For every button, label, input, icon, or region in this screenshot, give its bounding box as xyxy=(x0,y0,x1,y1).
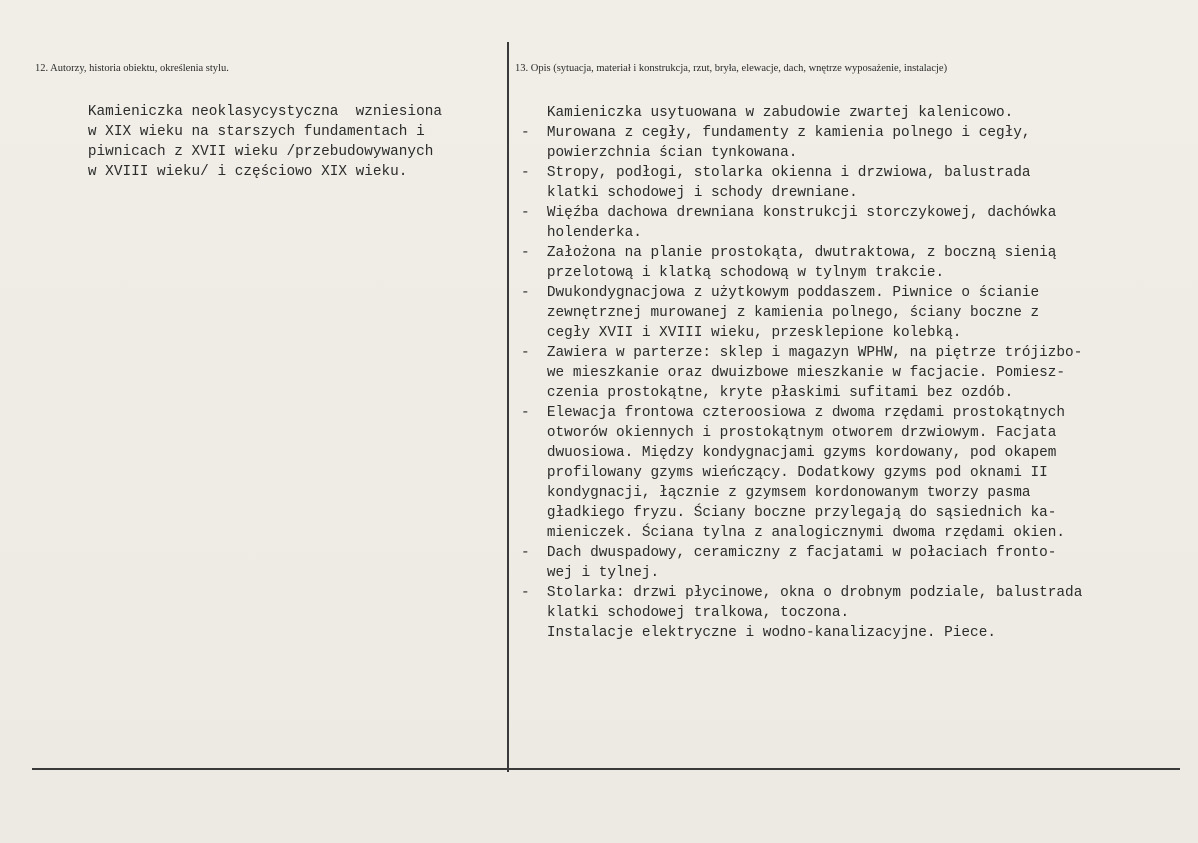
text-line: przelotową i klatką schodową w tylnym trakcie. xyxy=(521,265,945,281)
column-divider xyxy=(507,42,509,772)
text-line: - Więźba dachowa drewniana konstrukcji storczykowej, dachówka xyxy=(521,205,1057,221)
text-line: - Stolarka: drzwi płycinowe, okna o drobnym podziale, balustrada xyxy=(521,585,1083,601)
field-13-content xyxy=(521,103,1082,643)
text-line: - Dach dwuspadowy, ceramiczny z facjatami w połaciach fronto- xyxy=(521,545,1057,561)
text-line: we mieszkanie oraz dwuizbowe mieszkanie w facjacie. Pomiesz- xyxy=(521,365,1066,381)
text-line: wej i tylnej. xyxy=(521,565,660,581)
text-line: profilowany gzyms wieńczący. Dodatkowy gzyms pod oknami II xyxy=(521,465,1048,481)
text-line: otworów okiennych i prostokątnym otworem drzwiowym. Facjata xyxy=(521,425,1057,441)
text-line: kondygnacji, łącznie z gzymsem kordonowanym tworzy pasma xyxy=(521,485,1031,501)
text-line: Kamieniczka usytuowana w zabudowie zwartej kalenicowo. xyxy=(521,105,1014,121)
text-line: dwuosiowa. Między kondygnacjami gzyms kordowany, pod okapem xyxy=(521,445,1057,461)
text-line: - Zawiera w parterze: sklep i magazyn WPHW, na piętrze trójizbo- xyxy=(521,345,1083,361)
text-line: w XVIII wieku/ i częściowo XIX wieku. xyxy=(62,164,408,180)
bottom-rule xyxy=(32,768,1180,770)
text-line: Kamieniczka neoklasycystyczna wzniesiona xyxy=(62,104,442,120)
text-line: Instalacje elektryczne i wodno-kanalizacyjne. Piece. xyxy=(521,625,996,641)
text-line: mieniczek. Ściana tylna z analogicznymi dwoma rzędami okien. xyxy=(521,525,1066,541)
text-line: - Dwukondygnacjowa z użytkowym poddaszem. Piwnice o ścianie xyxy=(521,285,1040,301)
text-line: czenia prostokątne, kryte płaskimi sufitami bez ozdób. xyxy=(521,385,1014,401)
field-12-header: 12. Autorzy, historia obiektu, określenia stylu. xyxy=(35,63,229,74)
text-line: zewnętrznej murowanej z kamienia polnego, ściany boczne z xyxy=(521,305,1040,321)
text-line: powierzchnia ścian tynkowana. xyxy=(521,145,798,161)
text-line: - Elewacja frontowa czteroosiowa z dwoma rzędami prostokątnych xyxy=(521,405,1066,421)
field-12-content xyxy=(62,102,442,182)
text-line: - Murowana z cegły, fundamenty z kamienia polnego i cegły, xyxy=(521,125,1031,141)
text-line: - Stropy, podłogi, stolarka okienna i drzwiowa, balustrada xyxy=(521,165,1031,181)
text-line: holenderka. xyxy=(521,225,642,241)
field-13-header: 13. Opis (sytuacja, materiał i konstrukcja, rzut, bryła, elewacje, dach, wnętrze wyposażenie, instalacje) xyxy=(515,63,948,74)
text-line: gładkiego fryzu. Ściany boczne przylegają do sąsiednich ka- xyxy=(521,505,1057,521)
text-line: piwnicach z XVII wieku /przebudowywanych xyxy=(62,144,434,160)
text-line: klatki schodowej i schody drewniane. xyxy=(521,185,858,201)
text-line: - Założona na planie prostokąta, dwutraktowa, z boczną sienią xyxy=(521,245,1057,261)
text-line: cegły XVII i XVIII wieku, przesklepione kolebką. xyxy=(521,325,962,341)
text-line: w XIX wieku na starszych fundamentach i xyxy=(62,124,425,140)
text-line: klatki schodowej tralkowa, toczona. xyxy=(521,605,850,621)
